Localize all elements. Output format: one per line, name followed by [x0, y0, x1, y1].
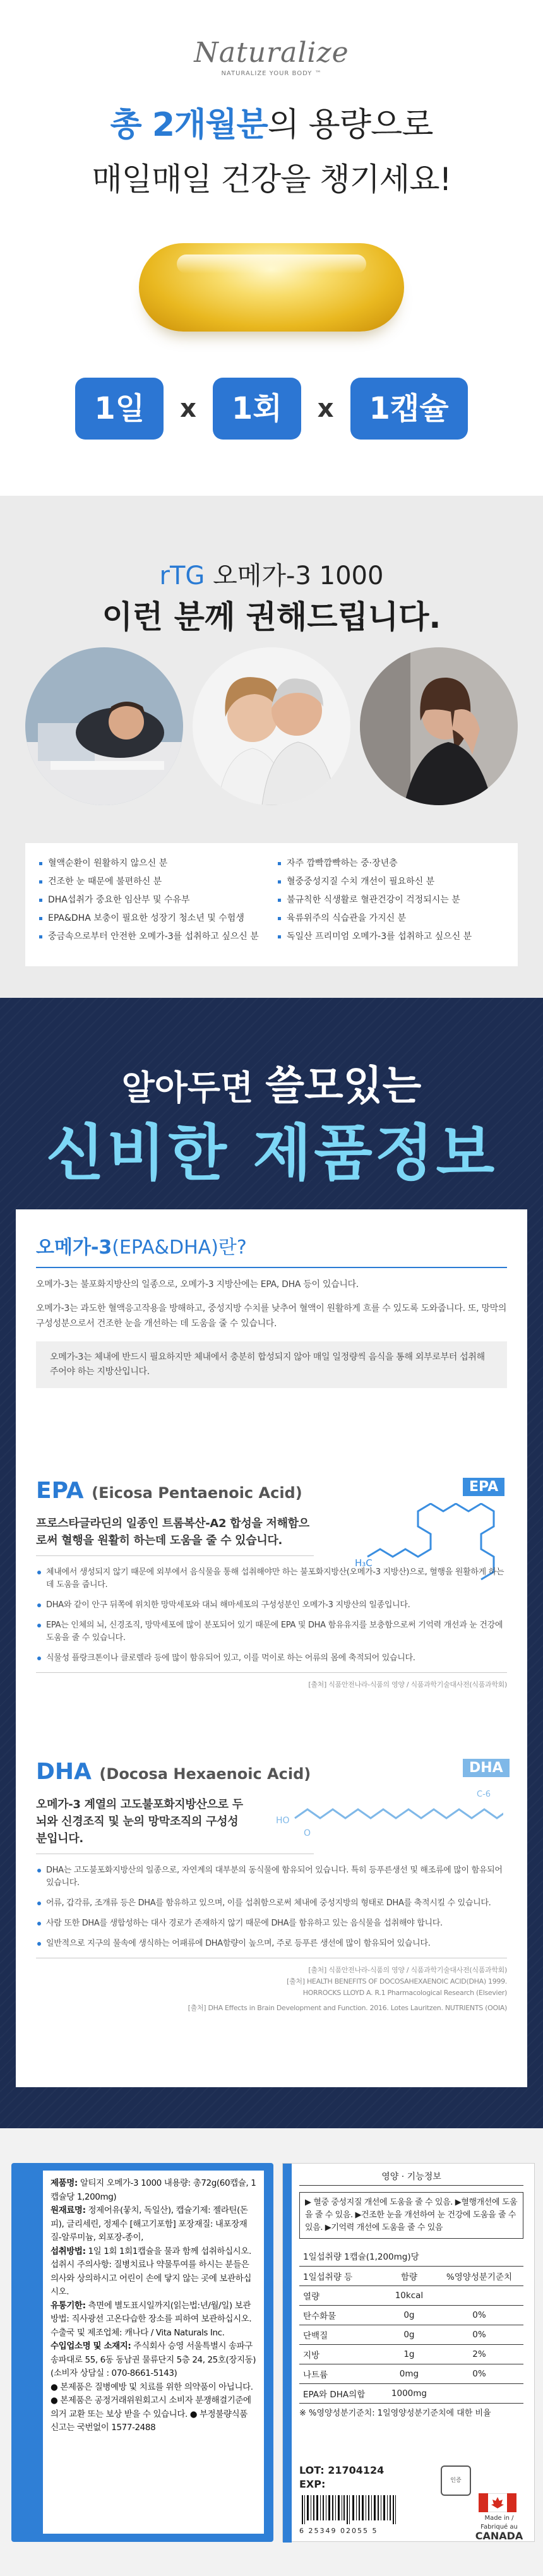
brand-name: Naturalize: [194, 37, 349, 69]
dha-sources: [출처] 식품안전나라-식품의 영양 / 식품과학기술대사전(식품과학회) [출처] HEALTH BENEFITS OF DOCOSAHEXAENOIC ACID(DHA) 1999. HORROCKS LLOYD A. R.1 Pharmacological Research (Elsevier) [출처] DHA Effects in Brain Development and Function. 2016. Lotes Lauritzen. NUTRIENTS (OOIA): [188, 1966, 507, 2012]
nutrition-header: 영양 · 기능정보: [299, 2170, 523, 2186]
omega3-intro-box: 오메가-3는 체내에 반드시 필요하지만 체내에서 충분히 합성되지 않아 매일 일정량씩 음식을 통해 외부로부터 섭취해주어야 하는 지방산입니다.: [36, 1341, 507, 1388]
list-item: 혈중중성지질 수치 개선이 필요하신 분: [278, 873, 504, 891]
table-row: 단백질 0g 0%: [299, 2325, 523, 2344]
list-item: DHA섭취가 중요한 임산부 및 수유부: [39, 891, 265, 909]
function-claims: ▶ 혈중 중성지질 개선에 도움을 줄 수 있음. ▶혈행개선에 도움을 줄 수 있음. ▶건조한 눈을 개선하여 눈 건강에 도움을 줄 수 있음. ▶기억력 개선에 도움을 줄 수 있음: [299, 2192, 523, 2239]
dha-lead: 오메가-3 계열의 고도불포화지방산으로 두뇌와 신경조직 및 눈의 망막조직의 구성성분입니다.: [36, 1798, 243, 1845]
package-label-text: 제품명: 알티지 오메가-3 1000 내용량: 총72g(60캡슐, 1캡슐당 1,200mg) 원재료명: 정제어유(뭏치, 독일산), 캡슐기제: 젤라틴(돈피), 글리세린, 정제수 [해고기포함] 포장재질: 내포장재질-알루미늄, 외포장-종이, 섭취방법: 1일 1회 1회1캡슐을 물과 함께 섭취하십시오. 섭취시 주의사항: 질병치료나 약물투여를 하시는 분들은 의사와 상의하시고 어린이 손에 닿지 않는 곳에 보관하십시오. 유통기한: 측면에 별도표시일까지(읽는법:년/월/일) 보관방법: 직사광선 고온다습한 장소를 피하여 보관하십시오. 수출국 및 제조업체: 캐나다 / Vita Naturals Inc. 수입업소명 및 소재지: 주식회사 승영 서울특별시 송파구 송파대로 55, 6동 동남권 물류단지 5층 24, 25호(장지동) (소비자 상담실 : 070-8661-5143) ● 본제품은 질병예방 및 치료를 위한 의약품이 아닙니다. ● 본제품은 공정거래위원회고시 소비자 분쟁해결기준에 의거 교환 또는 보상 받을 수 있습니다. ● 부정불량식품 신고는 국번없이 1577-2488: [43, 2171, 264, 2534]
photo-senior-couple: [193, 647, 350, 805]
package-section: [0, 2128, 543, 2576]
list-item: 독일산 프리미엄 오메가-3를 섭취하고 싶으신 분: [278, 928, 504, 946]
list-item: 일반적으로 지구의 물속에 생식하는 어패류에 DHA함량이 높으며, 주로 등푸른 생선에 많이 함유되어 있습니다.: [36, 1938, 507, 1950]
list-item: 사람 또한 DHA를 생합성하는 대사 경로가 존재하지 않기 때문에 DHA를 함유하고 있는 음식물을 섭취해야 합니다.: [36, 1917, 507, 1930]
dosage-section: [0, 0, 543, 496]
dha-ho-label: HO: [276, 1816, 290, 1826]
photo-fatigued-worker: [25, 647, 183, 805]
nutrition-panel: [299, 2170, 523, 2420]
times-symbol: x: [317, 394, 334, 423]
list-item: 불규칙한 식생활로 혈관건강이 걱정되시는 분: [278, 891, 504, 909]
info-title-line1: 알아두면 쓸모있는: [121, 1063, 422, 1110]
dose-pill-capsule: 1캡슐: [350, 378, 468, 440]
omega3-intro-2: 오메가-3는 과도한 혈액응고작용을 방해하고, 중성지방 수치를 낮추어 혈액이 원활하게 흐를 수 있도록 도와줍니다. 또, 망막의 구성성분으로서 건조한 눈을 개선하는 데 도움을 줄 수 있습니다.: [36, 1303, 507, 1329]
lot-info: LOT: 21704124 EXP:: [299, 2464, 385, 2490]
barcode-bars: [299, 2495, 407, 2524]
info-card: [16, 1209, 527, 2087]
omega3-intro: [36, 1231, 507, 1388]
softgel-capsule-image: [139, 243, 404, 332]
dha-bullets: [36, 1864, 507, 1950]
dose-pill-daily: 1일: [75, 378, 164, 440]
recommend-section: [0, 496, 543, 998]
barcode: [299, 2495, 407, 2533]
table-row: 나트륨 0mg 0%: [299, 2364, 523, 2383]
epa-bullets: [36, 1566, 507, 1665]
omega3-section-title: 오메가-3(EPA&DHA)란?: [36, 1231, 507, 1268]
nutrition-table: [299, 2246, 523, 2404]
product-info-section: [0, 998, 543, 2128]
epa-badge: EPA: [463, 1478, 504, 1496]
recommend-list-left: [33, 854, 272, 955]
table-row: 지방 1g 2%: [299, 2344, 523, 2364]
list-item: DHA와 같이 안구 뒤쪽에 위치한 망막세포와 대뇌 해마세포의 구성성분인 오메가-3 지방산의 일종입니다.: [36, 1599, 507, 1612]
recommend-product-title: rTG 오메가-3 1000: [159, 561, 384, 590]
brand-logo: [189, 37, 354, 77]
list-item: 중금속으로부터 안전한 오메가-3를 섭취하고 싶으신 분: [39, 928, 265, 946]
list-item: 식물성 플랑크톤이나 클로렐라 등에 많이 함유되어 있고, 이를 먹이로 하는 어류의 몸에 축적되어 있습니다.: [36, 1652, 507, 1665]
headline-strong: 총 2개월분: [110, 106, 268, 144]
photo-headache-woman: [360, 647, 518, 805]
epa-block: [36, 1478, 507, 1691]
dosage-headline: [0, 98, 543, 200]
table-row: 1일섭취량 등 함량 %영양성분기준치: [299, 2266, 523, 2285]
barcode-number: 6 25349 02055 5: [299, 2527, 378, 2535]
certification-mark-icon: 인증: [441, 2465, 471, 2496]
package-box-side: [282, 2163, 535, 2542]
table-row: 열량 10kcal: [299, 2285, 523, 2305]
list-item: EPA&DHA 보충이 필요한 성장기 청소년 및 수험생: [39, 909, 265, 928]
list-item: 건조한 눈 때문에 불편하신 분: [39, 873, 265, 891]
table-row: EPA와 DHA의합 1000mg: [299, 2383, 523, 2403]
recommend-list-right: [272, 854, 510, 955]
headline-rest: 의 용량으로: [267, 106, 433, 144]
brand-tagline: NATURALIZE YOUR BODY ™: [221, 70, 322, 77]
package-box-back: [11, 2163, 273, 2542]
list-item: 체내에서 생성되지 않기 때문에 외부에서 음식물을 통해 섭취해야만 하는 불포화지방산(오메가-3 지방산)으로, 혈행을 원활하게 하는 데 도움을 줍니다.: [36, 1566, 507, 1591]
dha-block: [36, 1759, 507, 2014]
dha-o-label: O: [304, 1828, 311, 1837]
table-row: 탄수화물 0g 0%: [299, 2305, 523, 2325]
list-item: 육류위주의 식습관을 가지신 분: [278, 909, 504, 928]
dha-c6-label: C-6: [477, 1790, 491, 1799]
list-item: 혈액순환이 원활하지 않으신 분: [39, 854, 265, 873]
recommend-subtitle: 이런 분께 권해드립니다.: [102, 599, 441, 635]
recommend-list: [25, 843, 518, 966]
list-item: 자주 깜빡깜빡하는 중·장년층: [278, 854, 504, 873]
dha-title: DHA (Docosa Hexaenoic Acid): [36, 1759, 311, 1785]
epa-title: EPA (Eicosa Pentaenoic Acid): [36, 1478, 302, 1504]
dha-molecule-diagram: [276, 1787, 503, 1837]
dose-instructions: [0, 378, 543, 440]
canada-flag-icon: [479, 2493, 516, 2512]
dose-pill-times: 1회: [213, 378, 301, 440]
epa-source: [출처] 식품안전나라-식품의 영양 / 식품과학기술대사전(식품과학회): [308, 1680, 507, 1689]
list-item: 어류, 갑각류, 조개류 등은 DHA를 함유하고 있으며, 이를 섭취함으로써 체내에 중성지방의 형태로 DHA를 축적시킬 수 있습니다.: [36, 1897, 507, 1910]
dha-badge: DHA: [463, 1759, 510, 1777]
omega3-intro-1: 오메가-3는 불포화지방산의 일종으로, 오메가-3 지방산에는 EPA, DHA 등이 있습니다.: [36, 1279, 359, 1290]
times-symbol: x: [180, 394, 196, 423]
list-item: DHA는 고도불포화지방산의 일종으로, 자연계의 대부분의 동식물에 함유되어 있습니다. 특히 등푸른생선 및 해조류에 많이 함유되어 있습니다.: [36, 1864, 507, 1890]
list-item: EPA는 인체의 뇌, 신경조직, 망막세포에 많이 분포되어 있기 때문에 EPA 및 DHA 함유유지를 보충함으로써 기억력 개선과 눈 건강에 도움을 줄 수 있습니다.: [36, 1619, 507, 1644]
made-in-canada: Made in / Fabriqué au CANADA: [475, 2515, 523, 2542]
table-row: 1일섭취량 1캡슐(1,200mg)당: [299, 2246, 523, 2266]
info-title-line2: 신비한 제품정보: [45, 1118, 498, 1189]
headline-line2: 매일매일 건강을 챙기세요!: [92, 161, 451, 198]
epa-ch3-label: H₃C: [355, 1557, 373, 1569]
nutrition-note: ※ %영양성분기준치: 1일영양성분기준치에 대한 비율: [299, 2408, 491, 2418]
epa-lead: 프로스타글라딘의 일종인 트롬복산-A2 합성을 저해함으로써 혈행을 원활히 하는데 도움을 줄 수 있습니다.: [36, 1517, 309, 1547]
